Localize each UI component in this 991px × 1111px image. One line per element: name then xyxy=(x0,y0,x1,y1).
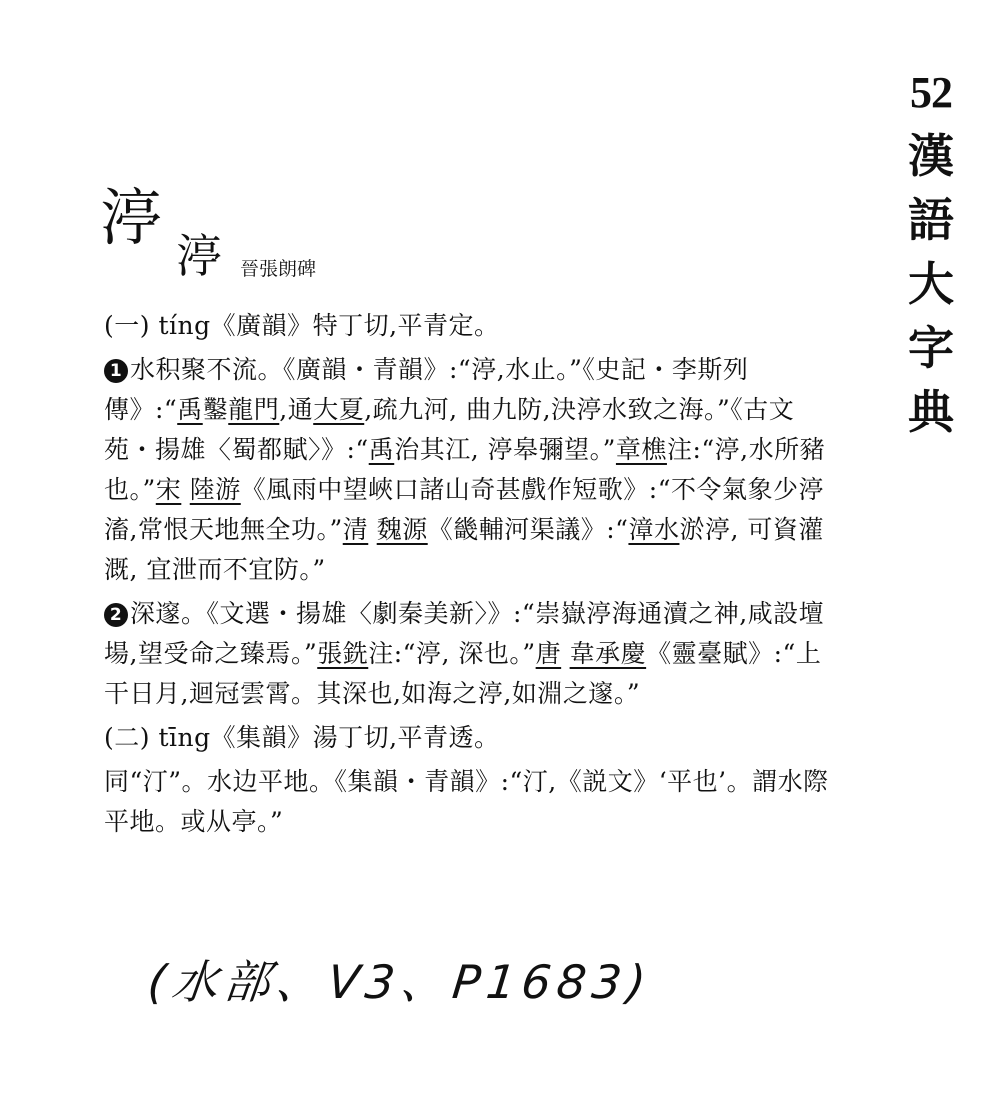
sense-1-text: 《畿輔河渠議》:“ xyxy=(427,515,629,544)
proper-name: 韋承慶 xyxy=(569,639,647,668)
volume-number: 52 xyxy=(910,68,952,117)
sense-1 xyxy=(70,350,830,590)
proper-name: 大夏 xyxy=(313,395,365,424)
proper-name: 龍門 xyxy=(228,395,280,424)
proper-name: 章樵 xyxy=(615,435,667,464)
variant-character: 渟 xyxy=(176,229,222,283)
sense-1-text: 水积聚不流。《廣韻・青韻》:“渟,水止。”《史記・李斯列傳》:“ xyxy=(104,355,749,424)
sense-1-text: 治其江, 渟皋彌望。” xyxy=(394,435,616,464)
title-char: 大 xyxy=(908,257,954,311)
sense-1-text xyxy=(368,515,376,544)
sense-1-text: 鑿 xyxy=(202,395,229,424)
head-character: 渟 xyxy=(100,181,163,254)
sense-1-text: 淤渟, 可資灌溉, 宜泄而不宜防。” xyxy=(104,515,824,584)
proper-name: 張銑 xyxy=(317,639,369,668)
sense-1-text: 《風雨中望峽口諸山奇甚戲作短歌》:“不令氣象少渟滀,常恨天地無全功。” xyxy=(104,475,824,544)
reading-line-1: (一) tíng《廣韻》特丁切,平青定。 xyxy=(104,311,500,340)
variant-source: 晉張朗碑 xyxy=(240,258,317,280)
dynasty-name: 清 xyxy=(342,515,369,544)
sense-1-text xyxy=(181,475,189,504)
proper-name: 禹 xyxy=(177,395,203,424)
entry-body xyxy=(70,306,830,846)
proper-name: 魏源 xyxy=(376,515,428,544)
sense-3: 同“汀”。水边平地。《集韻・青韻》:“汀,《説文》‘平也’。謂水際平地。或从亭。” xyxy=(104,767,829,836)
title-char: 典 xyxy=(908,385,954,439)
sense-number-2: 2 xyxy=(104,603,128,627)
dynasty-name: 唐 xyxy=(535,639,562,668)
sense-1-text: ,疏九河, 曲九防,決渟水致之海。”《古文苑・揚雄〈蜀都賦〉》:“ xyxy=(104,395,795,464)
sense-2 xyxy=(70,594,830,714)
title-char: 漢 xyxy=(908,129,954,183)
proper-name: 陸游 xyxy=(189,475,241,504)
sense-2-text: 《靈臺賦》:“上干日月,迴冠雲霄。其深也,如海之渟,如淵之邃。” xyxy=(104,639,822,708)
dynasty-name: 宋 xyxy=(155,475,182,504)
sense-2-text: 注:“渟, 深也。” xyxy=(368,639,536,668)
reading-line-2: (二) tīng《集韻》湯丁切,平青透。 xyxy=(104,723,500,752)
proper-name: 禹 xyxy=(368,435,395,464)
proper-name: 漳水 xyxy=(628,515,680,544)
dictionary-title xyxy=(896,62,966,444)
sense-2-text xyxy=(561,639,569,668)
handwritten-note: (水部、V3、P1683) xyxy=(145,955,655,1009)
sense-number-1: 1 xyxy=(104,359,128,383)
sense-2-text: 深邃。《文選・揚雄〈劇秦美新〉》:“崇嶽渟海通瀆之神,咸設壇場,望受命之臻焉。” xyxy=(104,599,825,668)
sense-1-text: ,通 xyxy=(279,395,314,424)
sense-1-text: 注:“渟,水所豬也。” xyxy=(104,435,826,504)
title-char: 語 xyxy=(908,193,954,247)
title-char: 字 xyxy=(908,321,954,375)
